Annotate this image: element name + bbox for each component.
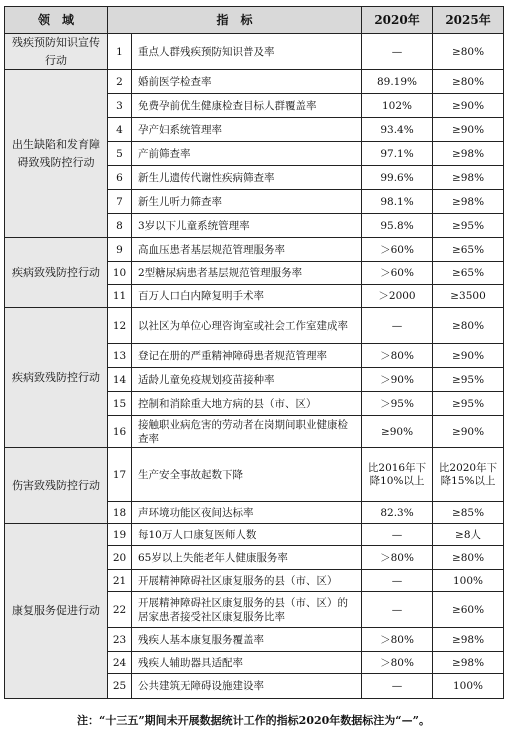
indicator-name: 新生儿听力筛查率: [132, 190, 362, 214]
indicator-number: 11: [108, 285, 132, 308]
value-2020: ＞60%: [362, 262, 433, 285]
indicator-number: 2: [108, 70, 132, 94]
indicator-name: 公共建筑无障碍设施建设率: [132, 674, 362, 699]
indicator-number: 22: [108, 592, 132, 628]
value-2020: —: [362, 674, 433, 699]
indicator-name: 登记在册的严重精神障碍患者规范管理率: [132, 344, 362, 368]
indicator-number: 9: [108, 238, 132, 262]
indicator-name: 开展精神障碍社区康复服务的县（市、区）: [132, 570, 362, 592]
indicator-name: 婚前医学检查率: [132, 70, 362, 94]
domain-cell: 疾病致残防控行动: [5, 308, 108, 448]
indicator-number: 19: [108, 524, 132, 546]
value-2020: 99.6%: [362, 166, 433, 190]
indicator-name: 残疾人基本康复服务覆盖率: [132, 628, 362, 652]
value-2025: 比2020年下降15%以上: [433, 448, 504, 502]
value-2025: ≥60%: [433, 592, 504, 628]
domain-cell: 伤害致残防控行动: [5, 448, 108, 524]
value-2020: ＞80%: [362, 652, 433, 674]
value-2025: ≥98%: [433, 166, 504, 190]
value-2020: ＞90%: [362, 368, 433, 392]
domain-header: 领 域: [5, 7, 108, 34]
indicator-name: 适龄儿童免疫规划疫苗接种率: [132, 368, 362, 392]
value-2020: 比2016年下降10%以上: [362, 448, 433, 502]
value-2025: ≥98%: [433, 652, 504, 674]
table-row: [5, 448, 504, 502]
value-2020: —: [362, 592, 433, 628]
value-2020: ≥90%: [362, 416, 433, 448]
value-2020: ＞80%: [362, 546, 433, 570]
indicator-name: 重点人群残疾预防知识普及率: [132, 34, 362, 70]
value-2020: ＞95%: [362, 392, 433, 416]
indicator-number: 5: [108, 142, 132, 166]
indicator-number: 15: [108, 392, 132, 416]
table-body: [5, 34, 504, 699]
value-2025: ≥98%: [433, 190, 504, 214]
value-2020: 82.3%: [362, 502, 433, 524]
indicator-name: 每10万人口康复医师人数: [132, 524, 362, 546]
indicator-name: 声环境功能区夜间达标率: [132, 502, 362, 524]
value-2025: ≥90%: [433, 344, 504, 368]
indicator-number: 7: [108, 190, 132, 214]
indicator-table: [4, 6, 504, 699]
indicator-name: 控制和消除重大地方病的县（市、区）: [132, 392, 362, 416]
value-2025: ≥80%: [433, 34, 504, 70]
value-2025: ≥8人: [433, 524, 504, 546]
indicator-number: 6: [108, 166, 132, 190]
indicator-header: 指 标: [108, 7, 362, 34]
table-header-row: [5, 7, 504, 34]
value-2020: ＞80%: [362, 344, 433, 368]
value-2025: ≥95%: [433, 214, 504, 238]
indicator-number: 10: [108, 262, 132, 285]
indicator-number: 13: [108, 344, 132, 368]
table-row: [5, 34, 504, 70]
value-2025: ≥65%: [433, 262, 504, 285]
indicator-number: 24: [108, 652, 132, 674]
value-2025: ≥95%: [433, 392, 504, 416]
value-2025: ≥80%: [433, 546, 504, 570]
indicator-name: 残疾人辅助器具适配率: [132, 652, 362, 674]
table-row: [5, 524, 504, 546]
value-2020: 98.1%: [362, 190, 433, 214]
footnote: 注：“十三五”期间未开展数据统计工作的指标2020年数据标注为“—”。: [77, 714, 430, 727]
table-row: [5, 238, 504, 262]
indicator-number: 12: [108, 308, 132, 344]
indicator-name: 高血压患者基层规范管理服务率: [132, 238, 362, 262]
value-2025: ≥90%: [433, 416, 504, 448]
domain-cell: 残疾预防知识宣传行动: [5, 34, 108, 70]
indicator-name: 生产安全事故起数下降: [132, 448, 362, 502]
indicator-number: 18: [108, 502, 132, 524]
value-2020: ＞60%: [362, 238, 433, 262]
indicator-number: 20: [108, 546, 132, 570]
indicator-number: 17: [108, 448, 132, 502]
value-2025: ≥90%: [433, 94, 504, 118]
value-2020: 97.1%: [362, 142, 433, 166]
indicator-number: 21: [108, 570, 132, 592]
domain-cell: 疾病致残防控行动: [5, 238, 108, 308]
value-2020: 93.4%: [362, 118, 433, 142]
value-2025: ≥80%: [433, 308, 504, 344]
table-row: [5, 308, 504, 344]
value-2020: ＞2000: [362, 285, 433, 308]
indicator-number: 14: [108, 368, 132, 392]
value-2025: ≥80%: [433, 70, 504, 94]
indicator-number: 1: [108, 34, 132, 70]
domain-cell: 出生缺陷和发育障碍致残防控行动: [5, 70, 108, 238]
year-2025-header: 2025年: [433, 7, 504, 34]
indicator-name: 产前筛查率: [132, 142, 362, 166]
indicator-name: 免费孕前优生健康检查目标人群覆盖率: [132, 94, 362, 118]
indicator-name: 3岁以下儿童系统管理率: [132, 214, 362, 238]
indicator-name: 新生儿遗传代谢性疾病筛查率: [132, 166, 362, 190]
year-2020-header: 2020年: [362, 7, 433, 34]
value-2025: ≥95%: [433, 368, 504, 392]
value-2020: ＞80%: [362, 628, 433, 652]
value-2020: 95.8%: [362, 214, 433, 238]
value-2025: ≥98%: [433, 628, 504, 652]
indicator-number: 23: [108, 628, 132, 652]
value-2025: 100%: [433, 570, 504, 592]
indicator-name: 2型糖尿病患者基层规范管理服务率: [132, 262, 362, 285]
indicator-number: 8: [108, 214, 132, 238]
table-row: [5, 70, 504, 94]
value-2020: —: [362, 524, 433, 546]
value-2025: ≥65%: [433, 238, 504, 262]
indicator-name: 孕产妇系统管理率: [132, 118, 362, 142]
value-2020: —: [362, 34, 433, 70]
value-2025: ≥98%: [433, 142, 504, 166]
indicator-number: 25: [108, 674, 132, 699]
indicator-number: 4: [108, 118, 132, 142]
indicator-name: 百万人口白内障复明手术率: [132, 285, 362, 308]
value-2025: ≥3500: [433, 285, 504, 308]
value-2020: —: [362, 570, 433, 592]
value-2025: 100%: [433, 674, 504, 699]
value-2020: —: [362, 308, 433, 344]
indicator-name: 65岁以上失能老年人健康服务率: [132, 546, 362, 570]
indicator-name: 开展精神障碍社区康复服务的县（市、区）的居家患者接受社区康复服务比率: [132, 592, 362, 628]
indicator-name: 接触职业病危害的劳动者在岗期间职业健康检查率: [132, 416, 362, 448]
value-2020: 89.19%: [362, 70, 433, 94]
indicator-number: 16: [108, 416, 132, 448]
indicator-number: 3: [108, 94, 132, 118]
value-2025: ≥85%: [433, 502, 504, 524]
domain-cell: 康复服务促进行动: [5, 524, 108, 699]
value-2025: ≥90%: [433, 118, 504, 142]
indicator-name: 以社区为单位心理咨询室或社会工作室建成率: [132, 308, 362, 344]
value-2020: 102%: [362, 94, 433, 118]
